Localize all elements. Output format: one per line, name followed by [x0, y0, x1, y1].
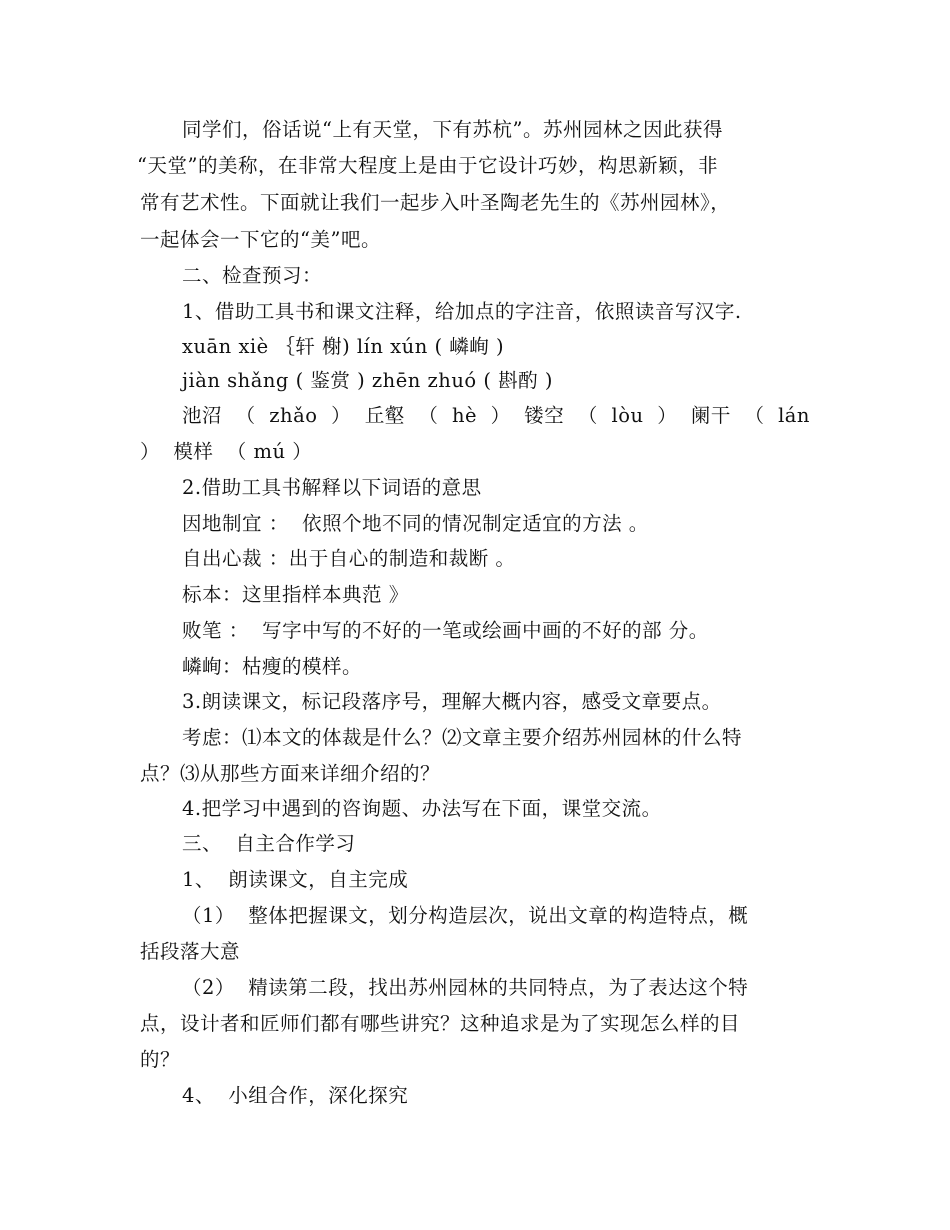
paren-open: （ [577, 404, 598, 427]
pinyin-lou: lòu [611, 404, 644, 427]
pinyin-line-3 [182, 404, 810, 428]
question-1: 1、借助工具书和课文注释，给加点的字注音，依照读音写汉字. [182, 300, 742, 323]
paren-open: （ [744, 404, 765, 427]
paren-close: ） [490, 404, 511, 427]
sub1-line-1: （1） 整体把握课文，划分构造层次，说出文章的构造特点，概 [182, 904, 749, 927]
question-2: 2.借助工具书解释以下词语的意思 [182, 476, 482, 499]
item-1: 1、 朗读课文，自主完成 [182, 868, 409, 891]
sub2-line-1: （2） 精读第二段，找出苏州园林的共同特点，为了表达这个特 [182, 976, 749, 999]
intro-line-1: 同学们，俗话说“上有天堂，下有苏杭”。苏州园林之因此获得 [182, 118, 723, 141]
think-line-1: 考虑：⑴本文的体裁是什么？⑵文章主要介绍苏州园林的什么特 [182, 726, 743, 749]
pinyin-lan: lán [778, 404, 810, 427]
question-4: 4.把学习中遇到的咨询题、办法写在下面，课堂交流。 [182, 797, 662, 820]
sub2-line-2: 点，设计者和匠师们都有哪些讲究？这种追求是为了实现怎么样的目 [140, 1012, 741, 1035]
definition-3: 标本：这里指样本典范 》 [182, 583, 409, 606]
pinyin-zhao: zhǎo [269, 404, 318, 427]
paren-open: （ [418, 404, 439, 427]
section3-heading: 三、 自主合作学习 [182, 832, 356, 855]
intro-line-3: 常有艺术性。下面就让我们一起步入叶圣陶老先生的《苏州园林》， [140, 191, 731, 214]
word-qiuhe: 丘壑 [364, 404, 405, 427]
word-loukong: 镂空 [524, 404, 565, 427]
word-chizhao: 池沼 [182, 404, 223, 427]
pinyin-line-1: xuān xiè ｛轩 榭) lín xún ( 嶙峋 ) [182, 335, 505, 358]
definition-1: 因地制宜 ： 依照个地不同的情况制定适宜的方法 。 [182, 512, 649, 535]
item-4: 4、 小组合作，深化探究 [182, 1084, 409, 1107]
definition-2: 自出心裁 ：出于自心的制造和裁断 。 [182, 547, 516, 570]
intro-line-2: “天堂”的美称，在非常大程度上是由于它设计巧妙，构思新颖，非 [137, 154, 718, 177]
paren-close: ） [331, 404, 352, 427]
definition-5: 嶙峋：枯瘦的模样。 [182, 655, 363, 678]
sub1-line-2: 括段落大意 [140, 940, 241, 963]
paren-open: （ [235, 404, 256, 427]
pinyin-line-4: ） 模样 （ mú ） [140, 440, 313, 463]
section2-heading: 二、检查预习： [182, 264, 323, 287]
paren-close: ） [657, 404, 678, 427]
question-3: 3.朗读课文，标记段落序号，理解大概内容，感受文章要点。 [182, 690, 722, 713]
intro-line-4: 一起体会一下它的“美”吧。 [140, 228, 381, 251]
word-langan: 阑干 [690, 404, 731, 427]
definition-4: 败笔 ： 写字中写的不好的一笔或绘画中画的不好的部 分。 [182, 619, 709, 642]
pinyin-he: hè [451, 404, 478, 427]
sub2-line-3: 的？ [140, 1048, 181, 1071]
pinyin-line-2: jiàn shǎng ( 鉴赏 ) zhēn zhuó ( 斟酌 ) [182, 369, 553, 392]
think-line-2: 点？⑶从那些方面来详细介绍的？ [140, 762, 441, 785]
